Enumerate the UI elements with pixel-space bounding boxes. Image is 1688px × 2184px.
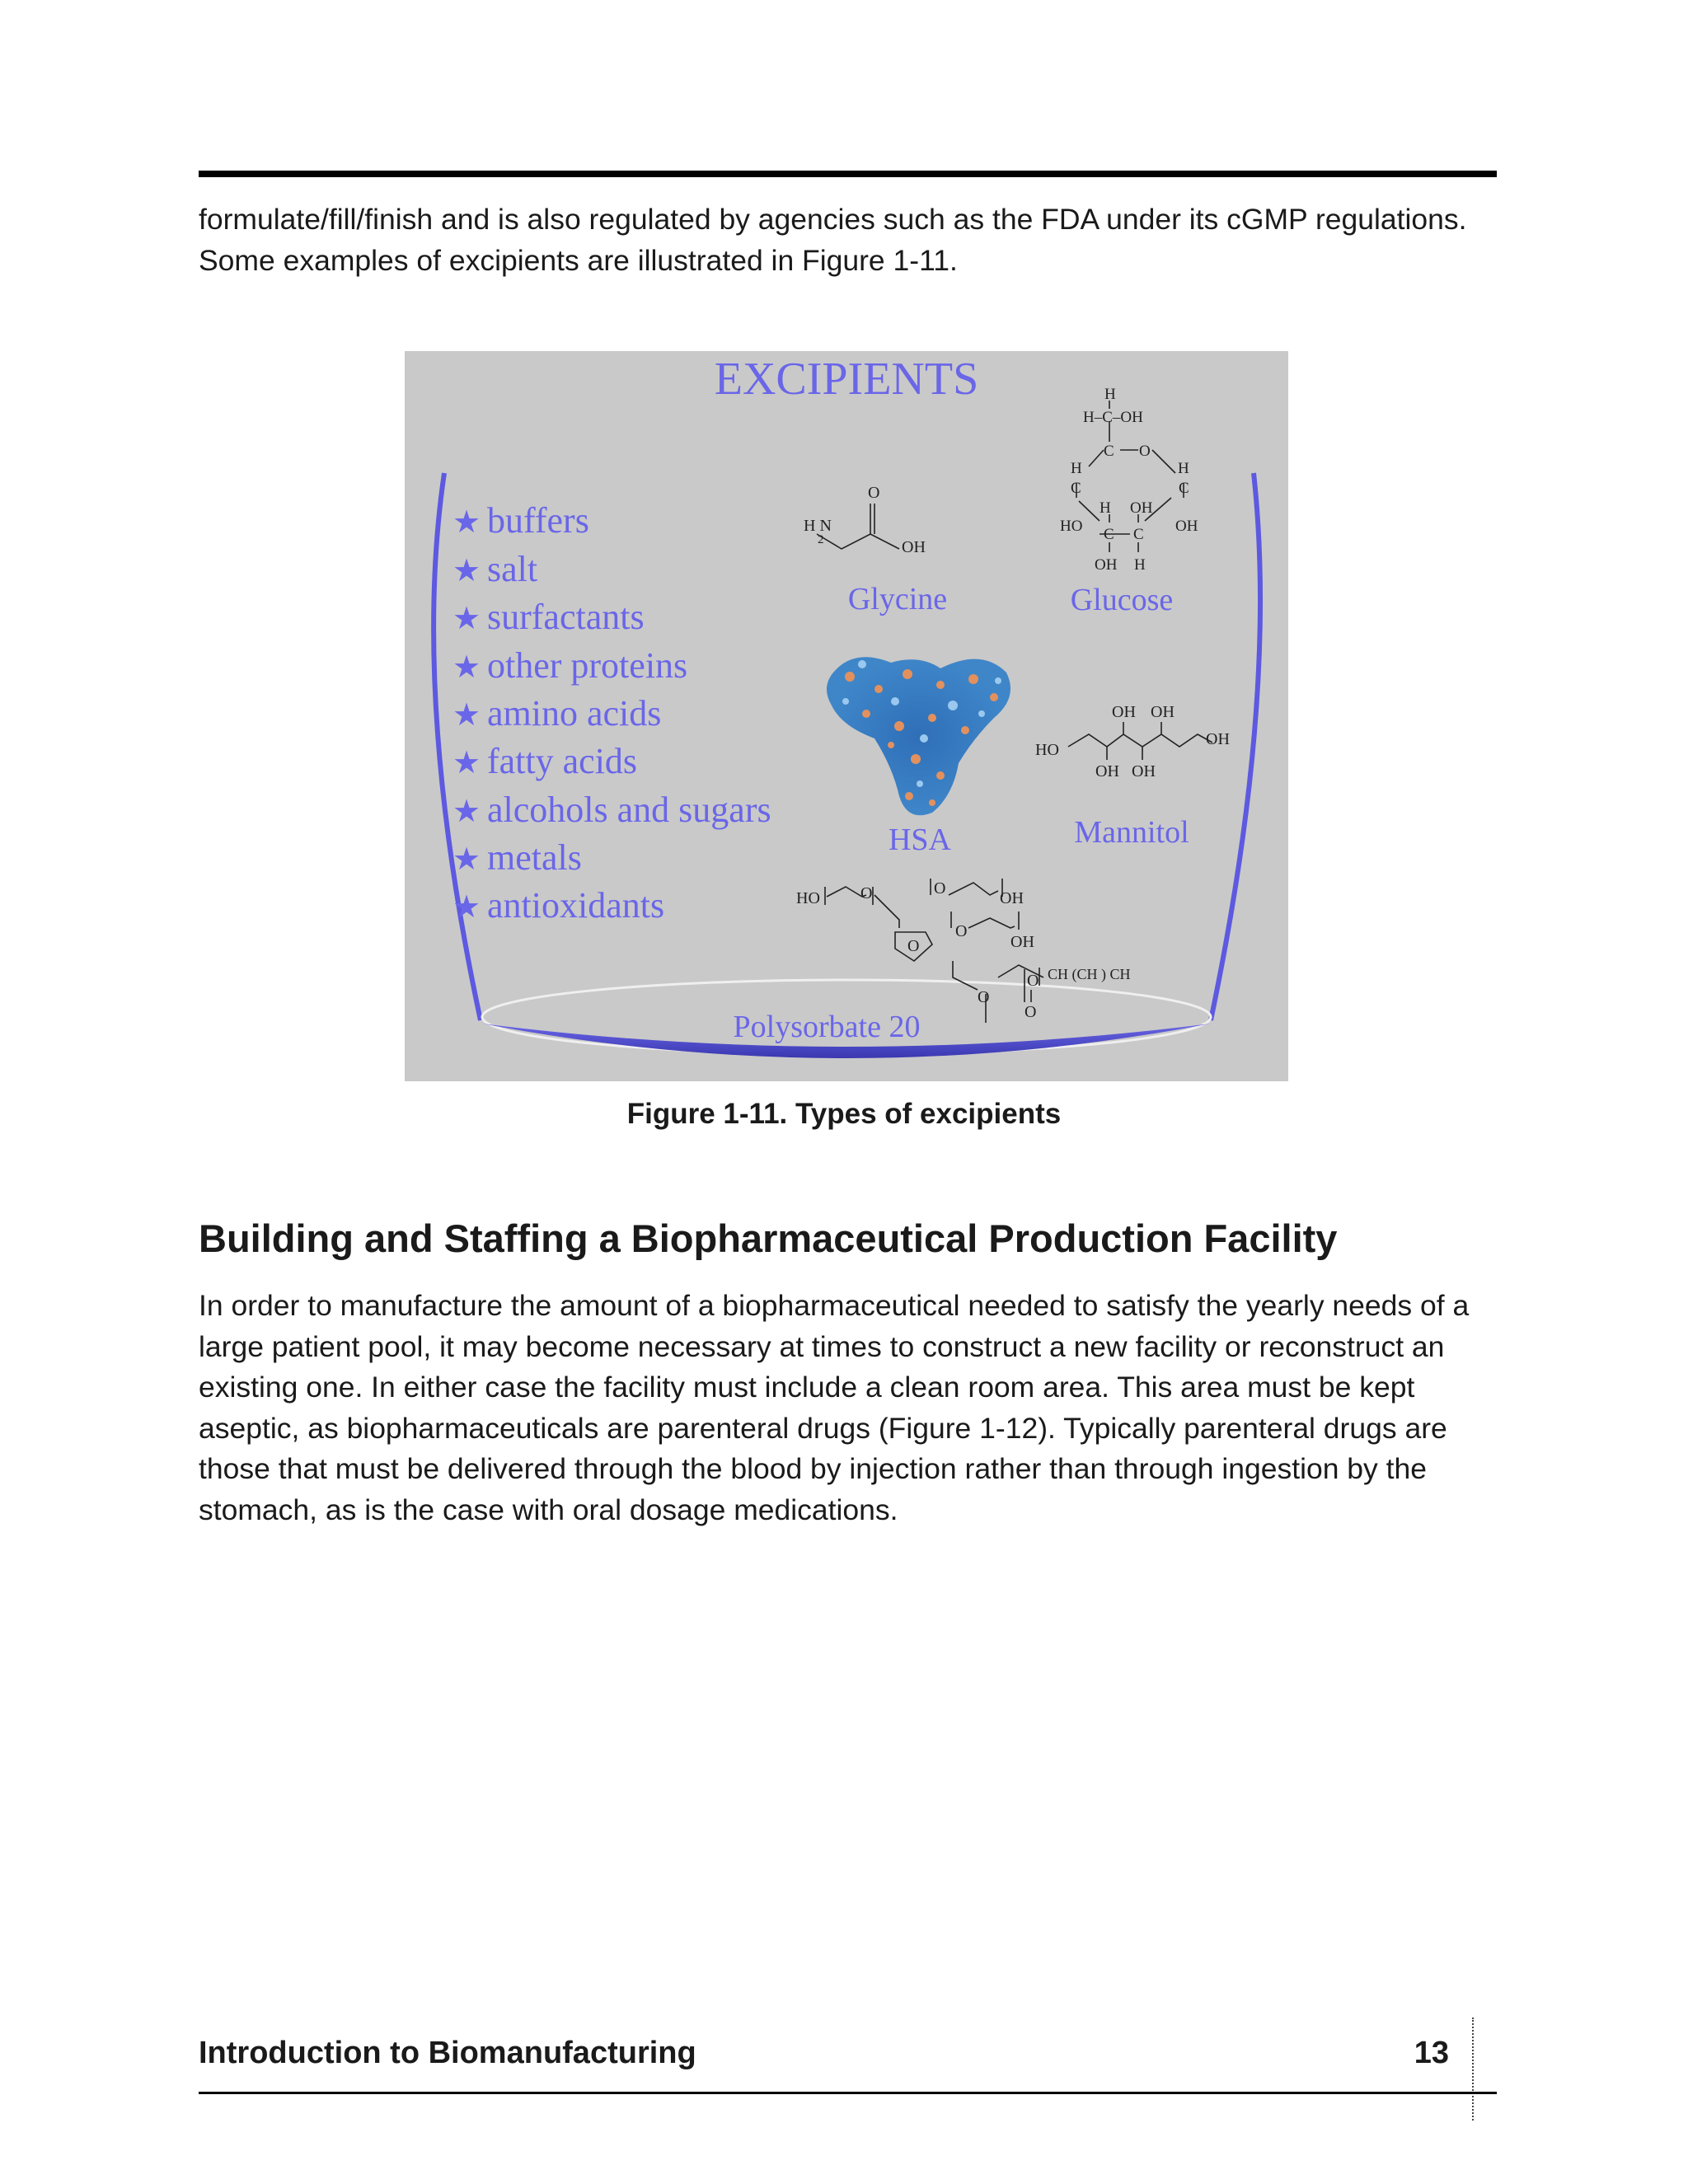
list-item-fatty-acids: fatty acids xyxy=(487,741,638,781)
list-item-metals: metals xyxy=(487,837,582,878)
star-icon: ★ xyxy=(452,602,481,636)
mannitol-oh4: OH xyxy=(1132,762,1156,780)
polysorbate-ho: HO xyxy=(796,889,820,907)
glucose-c3: C xyxy=(1179,480,1189,497)
label-hsa: HSA xyxy=(888,823,952,857)
mannitol-oh1: OH xyxy=(1112,703,1136,721)
mannitol-oh2: OH xyxy=(1151,703,1175,721)
section-heading: Building and Staffing a Biopharmaceutical Production Facility xyxy=(199,1216,1338,1260)
glucose-oh1: OH xyxy=(1130,499,1153,517)
footer-rule xyxy=(199,2092,1497,2094)
footer-dotted-divider xyxy=(1472,2018,1474,2121)
polysorbate-oh1: OH xyxy=(1000,889,1024,907)
list-item-other-proteins: other proteins xyxy=(487,645,688,686)
list-item-buffers: buffers xyxy=(487,500,589,541)
body-paragraph: In order to manufacture the amount of a biopharmaceutical needed to satisfy the yearly needs of a large patient pool, it may become necessary at times to construct a new facility or reconstruct an existing one. In either case the facility must include a clean room area. This area must be kept aseptic, as biopharmaceuticals are parenteral drugs (Figure 1-12). Typically parenteral drugs are those that must be delivered through the blood by injection rather than through ingestion by the stomach, as is the case with oral dosage medications. xyxy=(199,1289,1470,1526)
header-rule xyxy=(199,171,1497,177)
glycine-sub2: 2 xyxy=(818,533,824,546)
list-item-amino-acids: amino acids xyxy=(487,693,662,733)
polysorbate-o-ring: O xyxy=(907,937,920,955)
polysorbate-oh2: OH xyxy=(1010,933,1034,951)
polysorbate-o6: O xyxy=(1025,1003,1037,1021)
polysorbate-o5: O xyxy=(1027,972,1039,990)
glucose-hcoh: H–C–OH xyxy=(1083,409,1143,426)
mannitol-oh5: OH xyxy=(1206,730,1230,748)
star-icon: ★ xyxy=(452,746,481,780)
hsa-protein-image xyxy=(827,657,1010,815)
label-glucose: Glucose xyxy=(1070,583,1174,617)
star-icon: ★ xyxy=(452,650,481,685)
star-icon: ★ xyxy=(452,890,481,925)
label-polysorbate: Polysorbate 20 xyxy=(733,1010,921,1044)
page-number: 13 xyxy=(1414,2036,1449,2070)
mannitol-structure xyxy=(1068,722,1212,760)
mannitol-oh3: OH xyxy=(1095,762,1119,780)
glucose-ho: HO xyxy=(1060,518,1083,535)
glucose-h1: H xyxy=(1071,460,1082,477)
glucose-c5: C xyxy=(1133,526,1144,543)
glucose-c2: C xyxy=(1071,480,1081,497)
polysorbate-chain: CH (CH ) CH xyxy=(1048,966,1131,982)
label-mannitol: Mannitol xyxy=(1074,815,1189,850)
polysorbate-o1: O xyxy=(860,884,873,902)
glucose-h4: H xyxy=(1134,556,1146,574)
list-item-salt: salt xyxy=(487,549,538,589)
list-item-alcohols-sugars: alcohols and sugars xyxy=(487,790,771,830)
footer-book-title: Introduction to Biomanufacturing xyxy=(199,2036,696,2070)
mannitol-ho: HO xyxy=(1035,741,1059,759)
star-icon: ★ xyxy=(452,698,481,733)
excipients-figure xyxy=(405,351,1288,1081)
star-icon: ★ xyxy=(452,794,481,829)
glucose-c4: C xyxy=(1104,526,1114,543)
polysorbate-o3: O xyxy=(955,922,968,940)
label-glycine: Glycine xyxy=(847,582,948,616)
list-item-surfactants: surfactants xyxy=(487,597,645,637)
star-icon: ★ xyxy=(452,554,481,588)
glycine-oh: OH xyxy=(902,538,926,556)
glucose-oh2: OH xyxy=(1175,518,1198,535)
star-icon: ★ xyxy=(452,842,481,877)
intro-paragraph: formulate/fill/finish and is also regulated by agencies such as the FDA under its cGMP regulations. Some examples of excipients are illustrated in Figure 1-11. xyxy=(199,203,1467,277)
figure-caption: Figure 1-11. Types of excipients xyxy=(626,1098,1062,1130)
excipients-illustration xyxy=(405,351,1288,1081)
glucose-h2: H xyxy=(1178,460,1189,477)
glycine-o: O xyxy=(868,484,880,502)
polysorbate-o2: O xyxy=(934,879,946,898)
glucose-o-ring: O xyxy=(1139,443,1151,460)
polysorbate-o4: O xyxy=(978,988,990,1006)
list-item-antioxidants: antioxidants xyxy=(487,885,665,926)
figure-title: EXCIPIENTS xyxy=(714,354,979,405)
glucose-oh3: OH xyxy=(1095,556,1118,574)
glucose-h-top: H xyxy=(1104,386,1116,403)
glucose-c1: C xyxy=(1104,443,1114,460)
star-icon: ★ xyxy=(452,505,481,540)
glycine-h2n: H N xyxy=(804,517,832,535)
glucose-h3: H xyxy=(1100,499,1111,517)
